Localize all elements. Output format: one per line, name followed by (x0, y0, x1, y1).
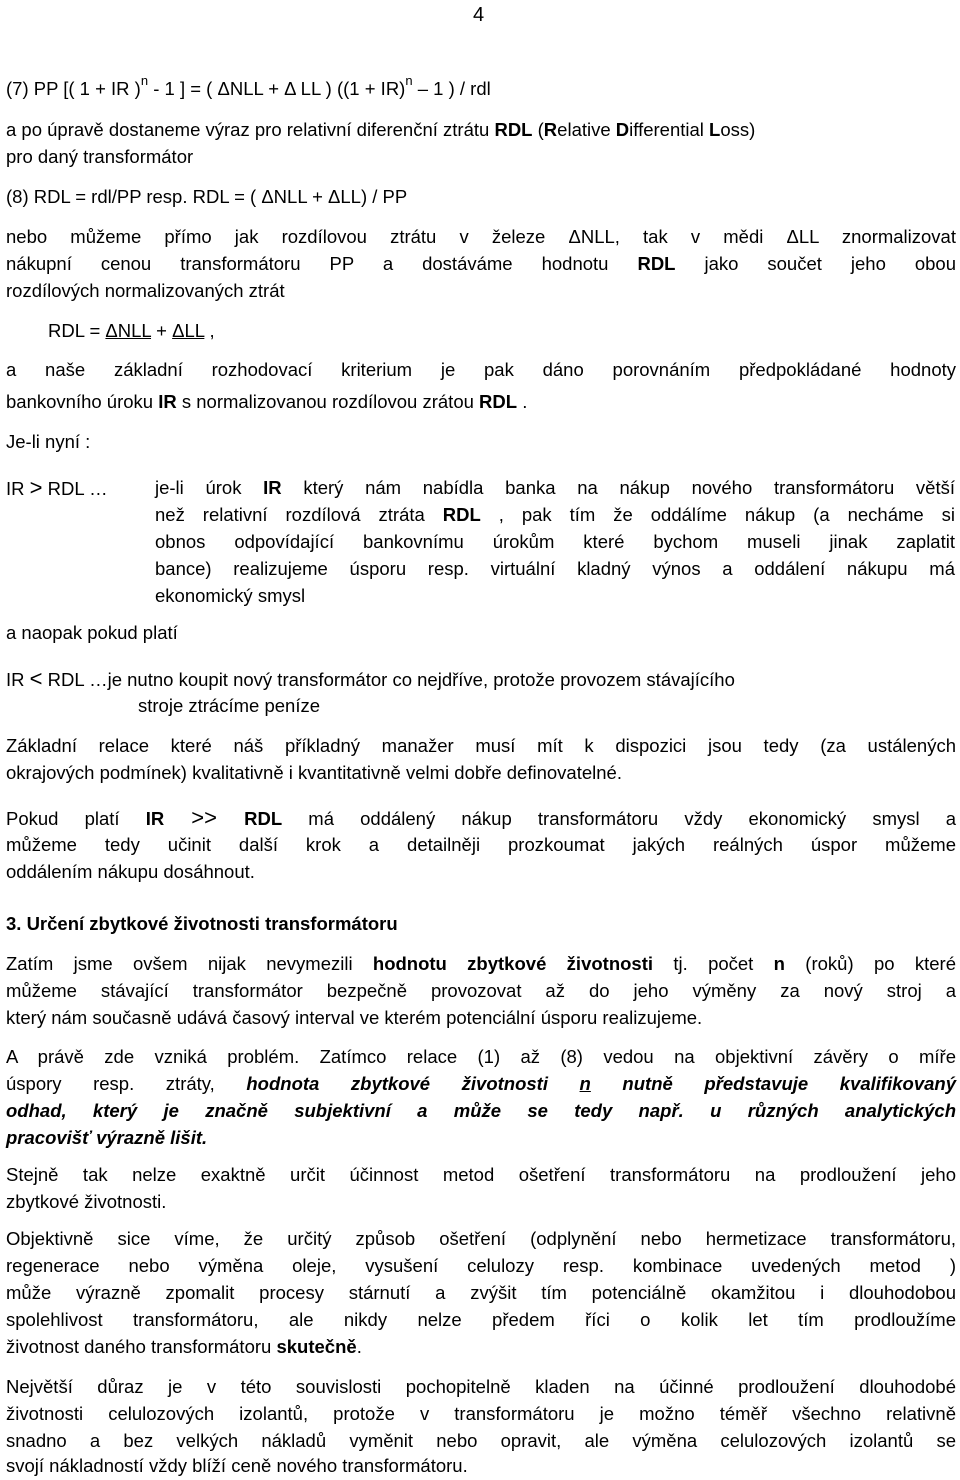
text: skutečně (276, 1336, 357, 1357)
paragraph-cellulose-line-4: svojí nákladností vždy blíží ceně nového transformátoru. (6, 1455, 468, 1476)
rdl-term: RDL (479, 391, 518, 412)
eq7-exponent-2: n (405, 73, 413, 88)
paragraph-relations-line-2: okrajových podmínek) kvalitativně i kvantitativně velmi dobře definovatelné. (6, 762, 622, 783)
paragraph-treatment-methods-line-4: spolehlivost transformátoru, ale nikdy nelze předem říci o kolik let tím prodloužíme (6, 1309, 956, 1330)
paragraph-treatment-methods-line-5 (6, 1334, 362, 1360)
eq7-text-3: – 1 ) / rdl (412, 78, 491, 99)
text: s normalizovanou rozdílovou zrátou (176, 391, 480, 412)
equation-8: (8) RDL = rdl/PP resp. RDL = ( ΔNLL + ΔLL) / PP (6, 186, 408, 207)
paragraph-problem-line-4: pracovišť výrazně lišit. (6, 1127, 208, 1148)
text: je-li úrok (155, 477, 264, 498)
case-ir-greater-label (6, 475, 108, 502)
paragraph-residual-life-line-2: můžeme stávající transformátor bezpečně provozovat až do jeho výměny za nový stroj a (6, 980, 956, 1001)
ir-term: IR (263, 477, 282, 498)
case-ir-less-line-1 (6, 666, 735, 693)
text: RDL = (48, 320, 106, 341)
text: má oddálený nákup transformátoru vždy ekonomický smysl a (282, 808, 957, 829)
section-3-heading: 3. Určení zbytkové životnosti transformátoru (6, 913, 398, 934)
eq7-text-1: (7) PP [( 1 + IR ) (6, 78, 141, 99)
case-ir-greater-line-3: obnos odpovídající bankovnímu úrokům které bychom museli jinak zaplatit (155, 531, 955, 552)
paragraph-problem-line-1: A právě zde vzniká problém. Zatímco relace (1) až (8) vedou na objektivní závěry o míře (6, 1046, 956, 1067)
text: D (615, 119, 630, 140)
paragraph-treatment-methods-line-2: regenerace nebo výměna oleje, vysušení celulozy resp. kombinace uvedených metod ) (6, 1255, 956, 1276)
case-ir-greater-line-5: ekonomický smysl (155, 585, 306, 606)
text: . (517, 391, 528, 412)
paragraph-treatment-methods-line-3: může výrazně zpomalit procesy stárnutí a zvýšit tím potenciálně okamžitou i dlouhodobou (6, 1282, 956, 1303)
rdl-term: RDL (637, 253, 676, 274)
text: . (356, 1336, 362, 1357)
text: IR (6, 669, 30, 690)
text: který nám nabídla banka na nákup nového transformátoru větší (281, 477, 955, 498)
text: Zatím jsme ovšem nijak nevymezili (6, 953, 373, 974)
text: , pak tím že oddálíme nákup (a necháme si (480, 504, 956, 525)
eq7-text-2: - 1 ] = ( ΔNLL + Δ LL ) ((1 + IR) (148, 78, 406, 99)
je-li-label: Je-li nyní : (6, 431, 91, 452)
eq7-exponent-1: n (140, 73, 149, 88)
rdl-term: RDL (442, 504, 481, 525)
paragraph-problem-line-2 (6, 1071, 956, 1097)
text: < (29, 666, 43, 691)
text: ifferential (629, 119, 710, 140)
text: tj. počet (653, 953, 774, 974)
page-number: 4 (473, 4, 485, 26)
paragraph-treatment-efficiency-line-2: zbytkové životnosti. (6, 1191, 167, 1212)
text: L (709, 119, 721, 140)
paragraph-normalize-line-1: nebo můžeme přímo jak rozdílovou ztrátu v železe ΔNLL, tak v mědi ΔLL znormalizovat (6, 226, 956, 247)
text: jako součet jeho obou (675, 253, 957, 274)
paragraph-cellulose-line-2: životnosti celulozových izolantů, protože v transformátoru je možno téměř všechno relativně (6, 1403, 956, 1424)
paragraph-residual-life-line-3: který nám současně udává časový interval ve kterém potenciální úsporu realizujeme. (6, 1007, 703, 1028)
paragraph-rdl-intro-line-2: pro daný transformátor (6, 146, 194, 167)
text: >> (164, 805, 245, 830)
text: než relativní rozdílová ztráta (155, 504, 443, 525)
paragraph-ir-much-greater-line-3: oddálením nákupu dosáhnout. (6, 861, 255, 882)
equation-rdl-sum (48, 318, 215, 344)
case-ir-less-line-2: stroje ztrácíme peníze (138, 695, 320, 716)
text: RDL … (42, 478, 108, 499)
text: ΔNLL (105, 320, 152, 341)
case-ir-greater-line-4: bance) realizujeme úsporu resp. virtuální kladný výnos a oddálení nákupu má (155, 558, 955, 579)
text: úspory resp. ztráty, (6, 1073, 247, 1094)
paragraph-treatment-methods-line-1: Objektivně sice víme, že určitý způsob ošetření (odplynění nebo hermetizace transformátoru, (6, 1228, 956, 1249)
paragraph-normalize-line-2 (6, 251, 956, 277)
text: Pokud platí (6, 808, 146, 829)
text: IR (6, 478, 30, 499)
text: > (29, 475, 43, 500)
text: oss) (720, 119, 756, 140)
text: n (579, 1073, 591, 1094)
text: bankovního úroku (6, 391, 159, 412)
text: nákupní cenou transformátoru PP a dostáváme hodnotu (6, 253, 638, 274)
paragraph-ir-much-greater-line-1 (6, 805, 956, 832)
text: n (773, 953, 785, 974)
paragraph-ir-much-greater-line-2: můžeme tedy učinit další krok a detailněji prozkoumat jakých reálných úspor můžeme (6, 834, 956, 855)
text: hodnotu zbytkové životnosti (372, 953, 654, 974)
paragraph-cellulose-line-3: snadno a bez velkých nákladů vyměnit nebo opravit, ale výměna celulozových izolantů se (6, 1430, 956, 1451)
paragraph-rdl-intro-line-1 (6, 117, 755, 143)
paragraph-relations-line-1: Základní relace které náš příkladný manažer musí mít k dispozici jsou tedy (za ustálených (6, 735, 956, 756)
paragraph-treatment-efficiency-line-1: Stejně tak nelze exaktně určit účinnost metod ošetření transformátoru na prodloužení jeho (6, 1164, 956, 1185)
paragraph-cellulose-line-1: Největší důraz je v této souvislosti pochopitelně kladen na účinné prodloužení dlouhodobé (6, 1376, 956, 1397)
paragraph-criterion-line-1: a naše základní rozhodovací kriterium je pak dáno porovnáním předpokládané hodnoty (6, 359, 956, 380)
text: ( (532, 119, 544, 140)
naopak-label: a naopak pokud platí (6, 622, 178, 643)
text: životnost daného transformátoru (6, 1336, 277, 1357)
text: nutně představuje kvalifikovaný (590, 1073, 956, 1094)
text: , (204, 320, 215, 341)
text: ΔLL (172, 320, 205, 341)
case-ir-greater-line-1 (155, 475, 955, 501)
text: + (151, 320, 173, 341)
paragraph-residual-life-line-1 (6, 951, 956, 977)
paragraph-criterion-line-2 (6, 389, 527, 415)
rdl-term: RDL (494, 119, 533, 140)
rdl-term: RDL (244, 808, 283, 829)
case-ir-greater-line-2 (155, 502, 955, 528)
text: hodnota zbytkové životnosti (246, 1073, 580, 1094)
ir-term: IR (158, 391, 177, 412)
paragraph-normalize-line-3: rozdílových normalizovaných ztrát (6, 280, 285, 301)
ir-term: IR (145, 808, 165, 829)
text: RDL …je nutno koupit nový transformátor co nejdříve, protože provozem stávajícího (42, 669, 735, 690)
text: R (543, 119, 558, 140)
equation-7 (6, 73, 491, 102)
paragraph-problem-line-3: odhad, který je značně subjektivní a může se tedy např. u různých analytických (6, 1100, 956, 1121)
text: a po úpravě dostaneme výraz pro relativní diferenční ztrátu (6, 119, 495, 140)
text: (roků) po které (784, 953, 956, 974)
text: elative (557, 119, 616, 140)
